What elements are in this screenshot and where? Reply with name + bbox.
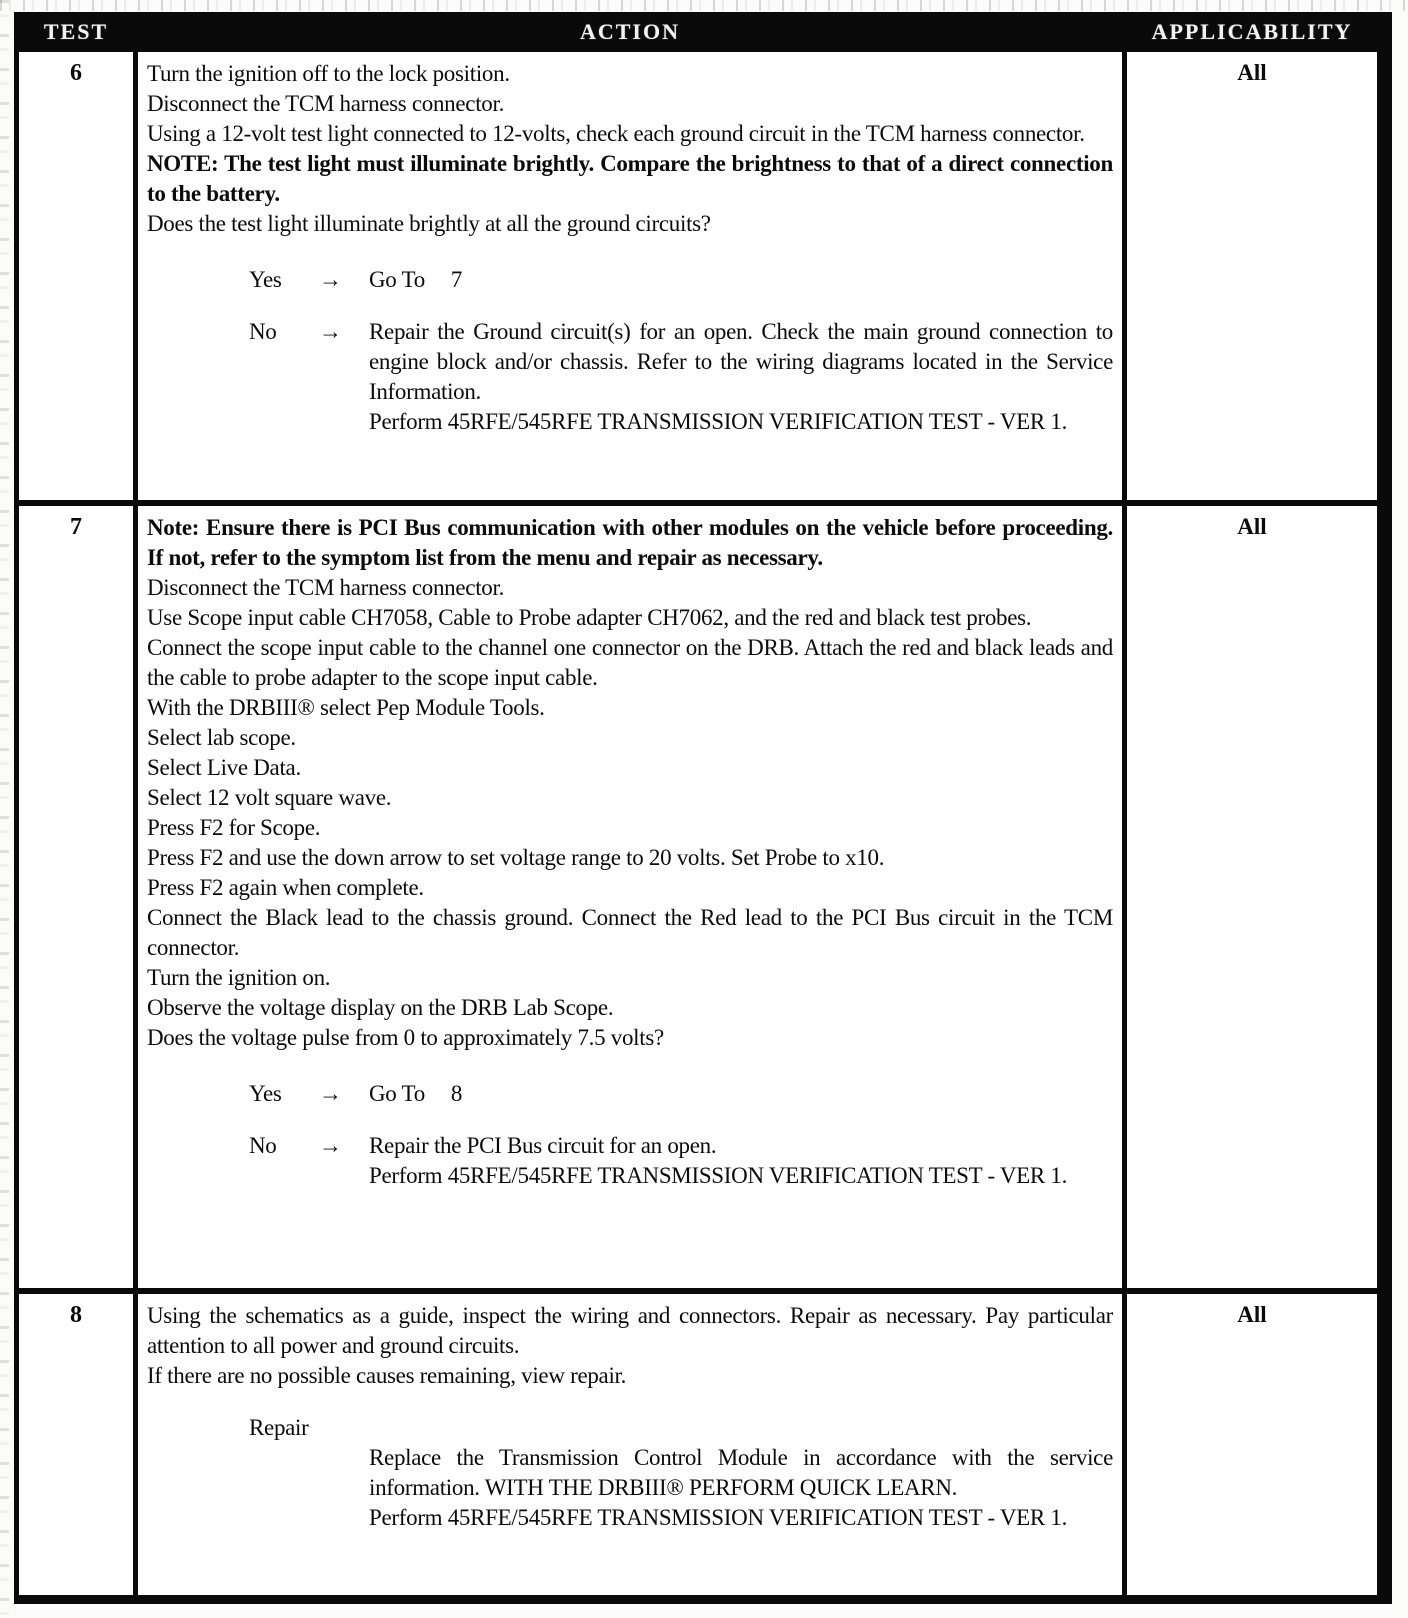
header-applicability: APPLICABILITY <box>1151 19 1353 44</box>
arrow-icon: → <box>319 1133 342 1158</box>
action-note-paragraph: Note: Ensure there is PCI Bus communication with other modules on the vehicle before proceeding. If not, refer to the symptom list from the menu and repair as necessary. <box>147 515 1113 570</box>
goto-target: 7 <box>450 267 463 292</box>
action-paragraph: Turn the ignition off to the lock position. <box>147 61 510 86</box>
scan-noise-top <box>0 0 1408 11</box>
action-paragraph: Disconnect the TCM harness connector. <box>147 91 505 116</box>
branch-paragraph: Perform 45RFE/545RFE TRANSMISSION VERIFICATION TEST - VER 1. <box>369 409 1068 434</box>
no-label: No <box>249 1133 277 1158</box>
no-instruction <box>369 317 1113 437</box>
goto-label: Go To <box>369 267 425 292</box>
action-paragraph: Press F2 for Scope. <box>147 815 321 840</box>
test-number: 6 <box>70 60 82 86</box>
action-paragraph: If there are no possible causes remaining, view repair. <box>147 1363 627 1388</box>
goto-target: 8 <box>450 1081 463 1106</box>
no-branch <box>147 1131 1113 1191</box>
action-paragraph: Press F2 and use the down arrow to set voltage range to 20 volts. Set Probe to x10. <box>147 845 885 870</box>
repair-branch <box>147 1413 1113 1443</box>
goto-instruction <box>369 265 1113 295</box>
branch-paragraph: Repair the Ground circuit(s) for an open. Check the main ground connection to engine block and/or chassis. Refer to the wiring diagrams located in the Service Information. <box>369 319 1113 404</box>
action-paragraph: Select Live Data. <box>147 755 301 780</box>
action-paragraph: Connect the Black lead to the chassis ground. Connect the Red lead to the PCI Bus circuit in the TCM connector. <box>147 905 1113 960</box>
action-paragraph: Use Scope input cable CH7058, Cable to Probe adapter CH7062, and the red and black test probes. <box>147 605 1032 630</box>
goto-label: Go To <box>369 1081 425 1106</box>
applicability-value: All <box>1237 60 1267 85</box>
action-paragraph: Select 12 volt square wave. <box>147 785 392 810</box>
repair-label: Repair <box>249 1415 309 1440</box>
action-paragraph: Using the schematics as a guide, inspect the wiring and connectors. Repair as necessary. Pay particular attention to all power and ground circuits. <box>147 1303 1113 1358</box>
header-test: TEST <box>43 19 109 44</box>
action-paragraph: With the DRBIII® select Pep Module Tools. <box>147 695 545 720</box>
goto-instruction <box>369 1079 1113 1109</box>
action-note-paragraph: NOTE: The test light must illuminate brightly. Compare the brightness to that of a direct connection to the battery. <box>147 151 1113 206</box>
arrow-icon: → <box>319 267 342 292</box>
table-row-test-7 <box>19 506 1377 1288</box>
action-cell <box>138 52 1122 500</box>
no-label: No <box>249 319 277 344</box>
action-paragraph: Observe the voltage display on the DRB Lab Scope. <box>147 995 614 1020</box>
action-paragraph: Press F2 again when complete. <box>147 875 424 900</box>
action-question: Does the voltage pulse from 0 to approximately 7.5 volts? <box>147 1025 664 1050</box>
no-branch <box>147 317 1113 437</box>
repair-paragraph: Perform 45RFE/545RFE TRANSMISSION VERIFICATION TEST - VER 1. <box>369 1505 1068 1530</box>
branch-paragraph: Repair the PCI Bus circuit for an open. <box>369 1133 717 1158</box>
action-paragraph: Select lab scope. <box>147 725 296 750</box>
action-paragraph: Disconnect the TCM harness connector. <box>147 575 505 600</box>
header-action: ACTION <box>579 19 680 44</box>
table-row-test-8 <box>19 1294 1377 1595</box>
action-paragraph: Using a 12-volt test light connected to 12-volts, check each ground circuit in the TCM harness connector. <box>147 121 1085 146</box>
action-question: Does the test light illuminate brightly at all the ground circuits? <box>147 211 711 236</box>
repair-instruction <box>369 1443 1113 1533</box>
test-number: 7 <box>70 514 82 540</box>
yes-label: Yes <box>249 1081 282 1106</box>
yes-label: Yes <box>249 267 282 292</box>
yes-branch <box>147 1079 1113 1109</box>
diagnostic-table <box>14 12 1392 1604</box>
repair-paragraph: Replace the Transmission Control Module in accordance with the service information. WITH THE DRBIII® PERFORM QUICK LEARN. <box>369 1445 1113 1500</box>
arrow-icon: → <box>319 319 342 344</box>
applicability-value: All <box>1237 514 1267 539</box>
applicability-value: All <box>1237 1302 1267 1327</box>
no-instruction <box>369 1131 1113 1191</box>
table-header <box>19 12 1377 52</box>
action-cell <box>138 506 1122 1288</box>
scan-noise-left <box>0 0 9 1618</box>
yes-branch <box>147 265 1113 295</box>
branch-paragraph: Perform 45RFE/545RFE TRANSMISSION VERIFICATION TEST - VER 1. <box>369 1163 1068 1188</box>
action-paragraph: Turn the ignition on. <box>147 965 331 990</box>
test-number: 8 <box>70 1302 82 1328</box>
table-row-test-6 <box>19 52 1377 500</box>
action-paragraph: Connect the scope input cable to the channel one connector on the DRB. Attach the red and black leads and the cable to probe adapter to the scope input cable. <box>147 635 1113 690</box>
arrow-icon: → <box>319 1081 342 1106</box>
action-cell <box>138 1294 1122 1595</box>
